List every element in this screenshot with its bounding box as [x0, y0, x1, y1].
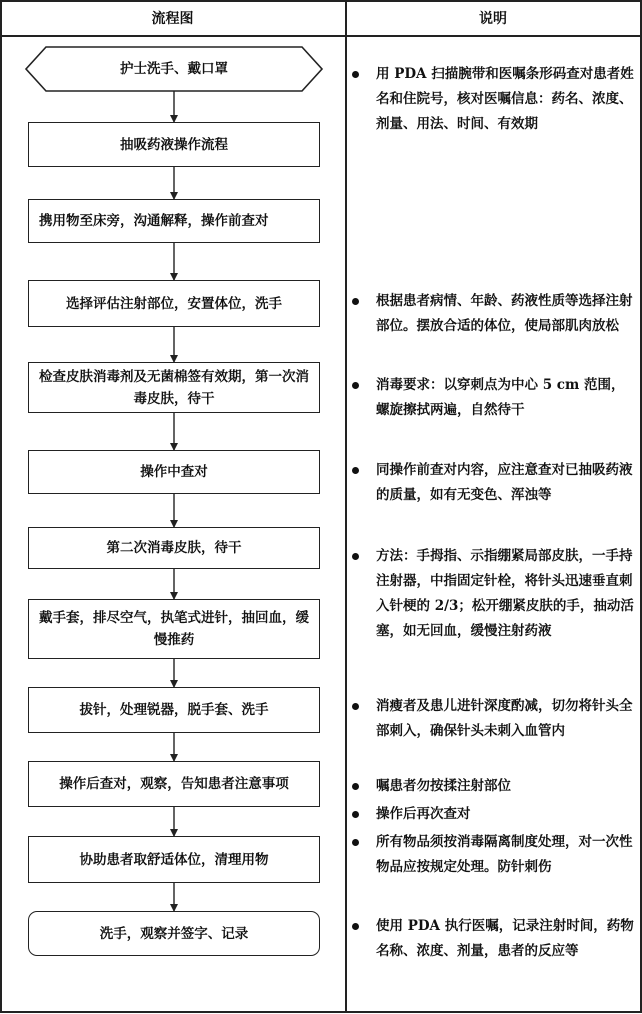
bullet-icon: [352, 553, 359, 560]
note-text: 消瘦者及患儿进针深度酌减，切勿将针头全部刺入，确保针头未刺入血管内: [376, 698, 633, 739]
bullet-icon: [352, 703, 359, 710]
note-text: 所有物品须按消毒隔离制度处理，对一次性物品应按规定处理。防针刺伤: [376, 834, 633, 875]
note-text: 根据患者病情、年龄、药液性质等选择注射部位。摆放合适的体位，使局部肌肉放松: [376, 293, 633, 334]
bullet-icon: [352, 923, 359, 930]
bullet-icon: [352, 783, 359, 790]
note-text: 嘱患者勿按揉注射部位: [376, 778, 511, 794]
flow-column-header: 流程图: [151, 11, 194, 27]
flow-step-4: 选择评估注射部位，安置体位，洗手: [28, 280, 320, 327]
note-text: 用 PDA 扫描腕带和医嘱条形码查对患者姓名和住院号，核对医嘱信息：药名、浓度、剂量、用法、时间、有效期: [376, 66, 634, 132]
flow-step-6: 操作中查对: [28, 450, 320, 494]
flow-step-3: 携用物至床旁，沟通解释，操作前查对: [28, 199, 320, 243]
note-item: [352, 289, 634, 339]
note-text: 同操作前查对内容，应注意查对已抽吸药液的质量，如有无变色、浑浊等: [376, 462, 633, 503]
note-text: 方法：手拇指、示指绷紧局部皮肤，一手持注射器，中指固定针栓，将针头迅速垂直刺入针梗的 2/3；松开绷紧皮肤的手，抽动活塞，如无回血，缓慢注射药液: [376, 548, 634, 639]
note-text: 操作后再次查对: [376, 806, 471, 822]
bullet-icon: [352, 811, 359, 818]
note-item: [352, 544, 634, 644]
note-text: 使用 PDA 执行医嘱，记录注射时间，药物名称、浓度、剂量，患者的反应等: [376, 918, 634, 959]
flow-step-10: 操作后查对，观察，告知患者注意事项: [28, 761, 320, 807]
flow-step-11: 协助患者取舒适体位，清理用物: [28, 836, 320, 883]
note-item: [352, 914, 634, 964]
flow-step-5: 检查皮肤消毒剂及无菌棉签有效期，第一次消毒皮肤，待干: [28, 362, 320, 413]
bullet-icon: [352, 298, 359, 305]
note-item: [352, 62, 634, 137]
bullet-icon: [352, 839, 359, 846]
note-item: [352, 373, 634, 423]
flow-step-9: 拔针，处理锐器，脱手套、洗手: [28, 687, 320, 733]
flow-step-start: 护士洗手、戴口罩: [120, 61, 228, 77]
note-item: [352, 458, 634, 508]
note-item: [352, 830, 634, 880]
note-item: [352, 694, 634, 744]
flow-step-8: 戴手套，排尽空气，执笔式进针，抽回血，缓慢推药: [28, 599, 320, 659]
note-item: [352, 802, 634, 827]
flow-step-7: 第二次消毒皮肤，待干: [28, 527, 320, 569]
bullet-icon: [352, 71, 359, 78]
bullet-icon: [352, 382, 359, 389]
bullet-icon: [352, 467, 359, 474]
flow-step-2: 抽吸药液操作流程: [28, 122, 320, 167]
note-item: [352, 774, 634, 799]
note-column-header: 说明: [479, 11, 507, 27]
flow-step-end: 洗手，观察并签字、记录: [28, 911, 320, 956]
note-text: 消毒要求：以穿刺点为中心 5 cm 范围，螺旋擦拭两遍，自然待干: [376, 377, 625, 418]
